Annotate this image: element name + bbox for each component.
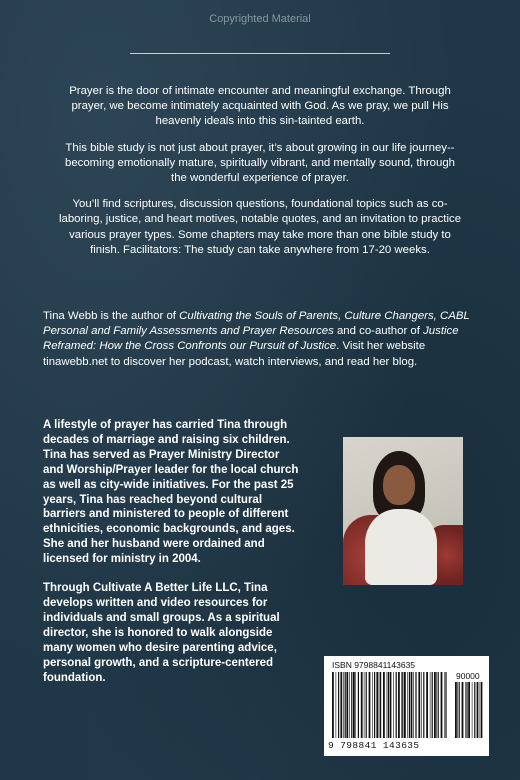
sweater [365, 509, 437, 585]
book-title: Justice Reframed: How the Cross Confronts our Pursuit of Justice [43, 325, 459, 353]
price-code: 90000 [456, 671, 480, 681]
bio-text [43, 418, 299, 699]
isbn-digits: 9 798841 143635 [328, 740, 420, 751]
author-text: and co-author of [333, 325, 424, 338]
barcode-box [324, 656, 489, 756]
author-paragraph [43, 309, 475, 370]
face [383, 465, 415, 505]
intro-paragraph: Prayer is the door of intimate encounter and meaningful exchange. Through prayer, we become intimately acquainted with God. As we pray, we pull His heavenly ideals into this sin-tainted earth. [69, 85, 451, 128]
bio-paragraph: Through Cultivate A Better Life LLC, Tina develops written and video resources for individuals and small groups. As a spiritual director, she is honored to walk alongside many women who desire parenting advice, personal growth, and a scripture-centered foundation. [43, 582, 280, 684]
divider-line [130, 53, 390, 54]
author-text: Tina Webb is the author of [43, 310, 180, 322]
isbn-label: ISBN 9798841143635 [332, 660, 416, 670]
watermark: Copyrighted Material [209, 13, 311, 25]
price-barcode-bars [455, 682, 483, 738]
book-titles: Cultivating the Souls of Parents, Culture Changers, CABL Personal and Family Assessments and Prayer Resources [43, 310, 470, 338]
barcode-bars [332, 672, 447, 738]
intro-paragraph: You’ll find scriptures, discussion questions, foundational topics such as co-laboring, justice, and heart motives, notable quotes, and an invitation to practice various prayer types. Some chapters may take more than one bible study to finish. Facilitators: The study can take anywhere from 17-20 weeks. [58, 198, 462, 256]
author-text: . Visit her website tinawebb.net to discover her podcast, watch interviews, and read her blog. [43, 340, 426, 368]
intro-text [56, 84, 464, 269]
author-photo [343, 437, 463, 585]
bio-paragraph: A lifestyle of prayer has carried Tina through decades of marriage and raising six children. Tina has served as Prayer Ministry Director and Worship/Prayer leader for the local church as well as city-wide initiatives. For the past 25 years, Tina has reached beyond cultural barriers and ministered to people of different ethnicities, economic backgrounds, and ages. She and her husband were ordained and licensed for ministry in 2004. [43, 419, 299, 566]
intro-paragraph: This bible study is not just about prayer, it’s about growing in our life journey--becoming emotionally mature, spiritually vibrant, and mentally sound, through the wonderful experience of prayer. [64, 141, 456, 185]
